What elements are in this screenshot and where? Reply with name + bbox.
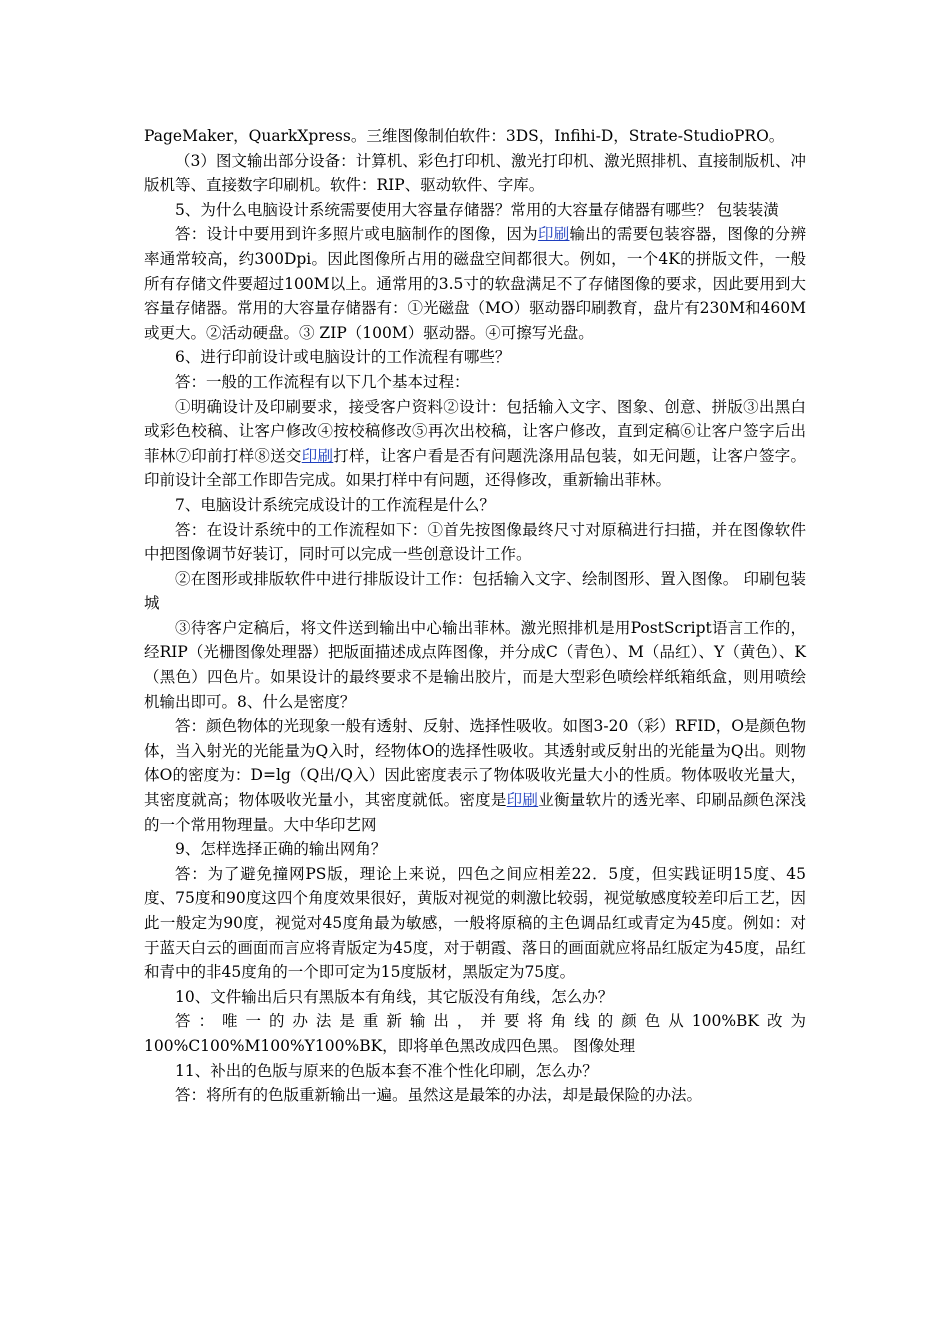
text-segment: 11、补出的色版与原来的色版本套不准个性化印刷，怎么办？ (175, 1061, 598, 1080)
printing-link[interactable]: 印刷 (301, 446, 334, 465)
text-segment: ②在图形或排版软件中进行排版设计工作：包括输入文字、绘制图形、置入图像。 印刷包装城 (144, 569, 806, 613)
question-10 (144, 985, 806, 1010)
text-segment: 9、怎样选择正确的输出网角？ (175, 840, 387, 859)
text-segment: 答：一般的工作流程有以下几个基本过程： (175, 372, 470, 391)
text-segment: 业衡量软片的透光率、印刷品颜色深浅的一个常用物理量。大中华印艺网 (144, 791, 806, 834)
question-9 (144, 837, 806, 862)
text-segment: 答：为了避免撞网PS版，理论上来说，四色之间应相差22．5度，但实践证明15度、45度、75度和90度这四个角度效果很好，黄版对视觉的刺激比较弱，视觉敏感度较差印后工艺，因此一般定为90度，视觉对45度角最为敏感，一般将原稿的主色调品红或青定为45度。例如：对于蓝天白云的画面而言应将青版定为45度，对于朝霞、落日的画面就应将品红版定为45度，品红和青中的非45度角的一个即可定为15度版材，黑版定为75度。 (144, 864, 806, 982)
text-segment: 答：将所有的色版重新输出一遍。虽然这是最笨的办法，却是最保险的办法。 (175, 1086, 703, 1105)
printing-link[interactable]: 印刷 (537, 225, 570, 244)
question-6 (144, 345, 806, 370)
paragraph (144, 616, 806, 714)
answer-5 (144, 222, 806, 345)
document-body (144, 124, 806, 1108)
question-11 (144, 1059, 806, 1084)
text-segment: 6、进行印前设计或电脑设计的工作流程有哪些？ (175, 348, 511, 367)
text-segment: 答：在设计系统中的工作流程如下：①首先按图像最终尺寸对原稿进行扫描，并在图像软件中把图像调节好装订，同时可以完成一些创意设计工作。 (144, 520, 806, 564)
paragraph (144, 149, 806, 198)
answer-9 (144, 862, 806, 985)
text-segment: ③待客户定稿后，将文件送到输出中心输出菲林。激光照排机是用PostScript语言工作的，经RIP（光栅图像处理器）把版面描述成点阵图像，并分成C（青色）、M（品红）、Y（黄色）、K（黑色）四色片。如果设计的最终要求不是输出胶片，而是大型彩色喷绘样纸箱纸盒，则用喷绘机输出即可。8、什么是密度？ (144, 618, 806, 711)
text-segment: 10、文件输出后只有黑版本有角线，其它版没有角线，怎么办？ (175, 987, 614, 1006)
text-segment: 输出的需要包装容器，图像的分辨率通常较高，约300Dpi。因此图像所占用的磁盘空间都很大。例如，一个4K的拼版文件，一般所有存储文件要超过100M以上。通常用的3.5寸的软盘满足不了存储图像的要求，因此要用到大容量存储器。常用的大容量存储器有：①光磁盘（MO）驱动器印刷教育，盘片有230M和460M或更大。②活动硬盘。③ ZIP（100M）驱动器。④可擦写光盘。 (144, 225, 806, 342)
answer-6 (144, 370, 806, 395)
question-5 (144, 198, 806, 223)
question-7 (144, 493, 806, 518)
text-segment: ①明确设计及印刷要求，接受客户资料②设计：包括输入文字、图象、创意、拼版③出黑白或彩色校稿、让客户修改④按校稿修改⑤再次出校稿，让客户修改，直到定稿⑥让客户签字后出菲林⑦印前打样⑧送交 (144, 397, 806, 465)
answer-8 (144, 714, 806, 837)
answer-7 (144, 518, 806, 567)
answer-11 (144, 1083, 806, 1108)
text-segment: 答：颜色物体的光现象一般有透射、反射、选择性吸收。如图3-20（彩）RFID，O是颜色物体，当入射光的光能量为Q入时，经物体O的选择性吸收。其透射或反射出的光能量为Q出。则物体O的密度为：D=lg（Q出/Q入）因此密度表示了物体吸收光量大小的性质。物体吸收光量大，其密度就高；物体吸收光量小，其密度就低。密度是 (144, 717, 807, 810)
paragraph (144, 124, 806, 149)
text-segment: 打样，让客户看是否有问题洗涤用品包装，如无问题，让客户签字。印前设计全部工作即告完成。如果打样中有问题，还得修改，重新输出菲林。 (144, 446, 806, 490)
paragraph (144, 395, 806, 493)
answer-10 (144, 1009, 806, 1058)
text-segment: 5、为什么电脑设计系统需要使用大容量存储器？常用的大容量存储器有哪些？ 包装装潢 (175, 200, 779, 219)
printing-link[interactable]: 印刷 (506, 791, 539, 810)
paragraph (144, 567, 806, 616)
text-segment: 答：设计中要用到许多照片或电脑制作的图像，因为 (175, 225, 538, 244)
text-segment: PageMaker，QuarkXpress。三维图像制伯软件：3DS，Infihi-D，Strate-StudioPRO。 (144, 127, 785, 145)
text-segment: （3）图文输出部分设备：计算机、彩色打印机、激光打印机、激光照排机、直接制版机、冲版机等、直接数字印刷机。软件：RIP、驱动软件、字库。 (144, 151, 806, 195)
text-segment: 答：唯一的办法是重新输出，并要将角线的颜色从100%BK改为100%C100%M100%Y100%BK，即将单色黑改成四色黑。 图像处理 (144, 1012, 806, 1055)
text-segment: 7、电脑设计系统完成设计的工作流程是什么？ (175, 495, 495, 514)
